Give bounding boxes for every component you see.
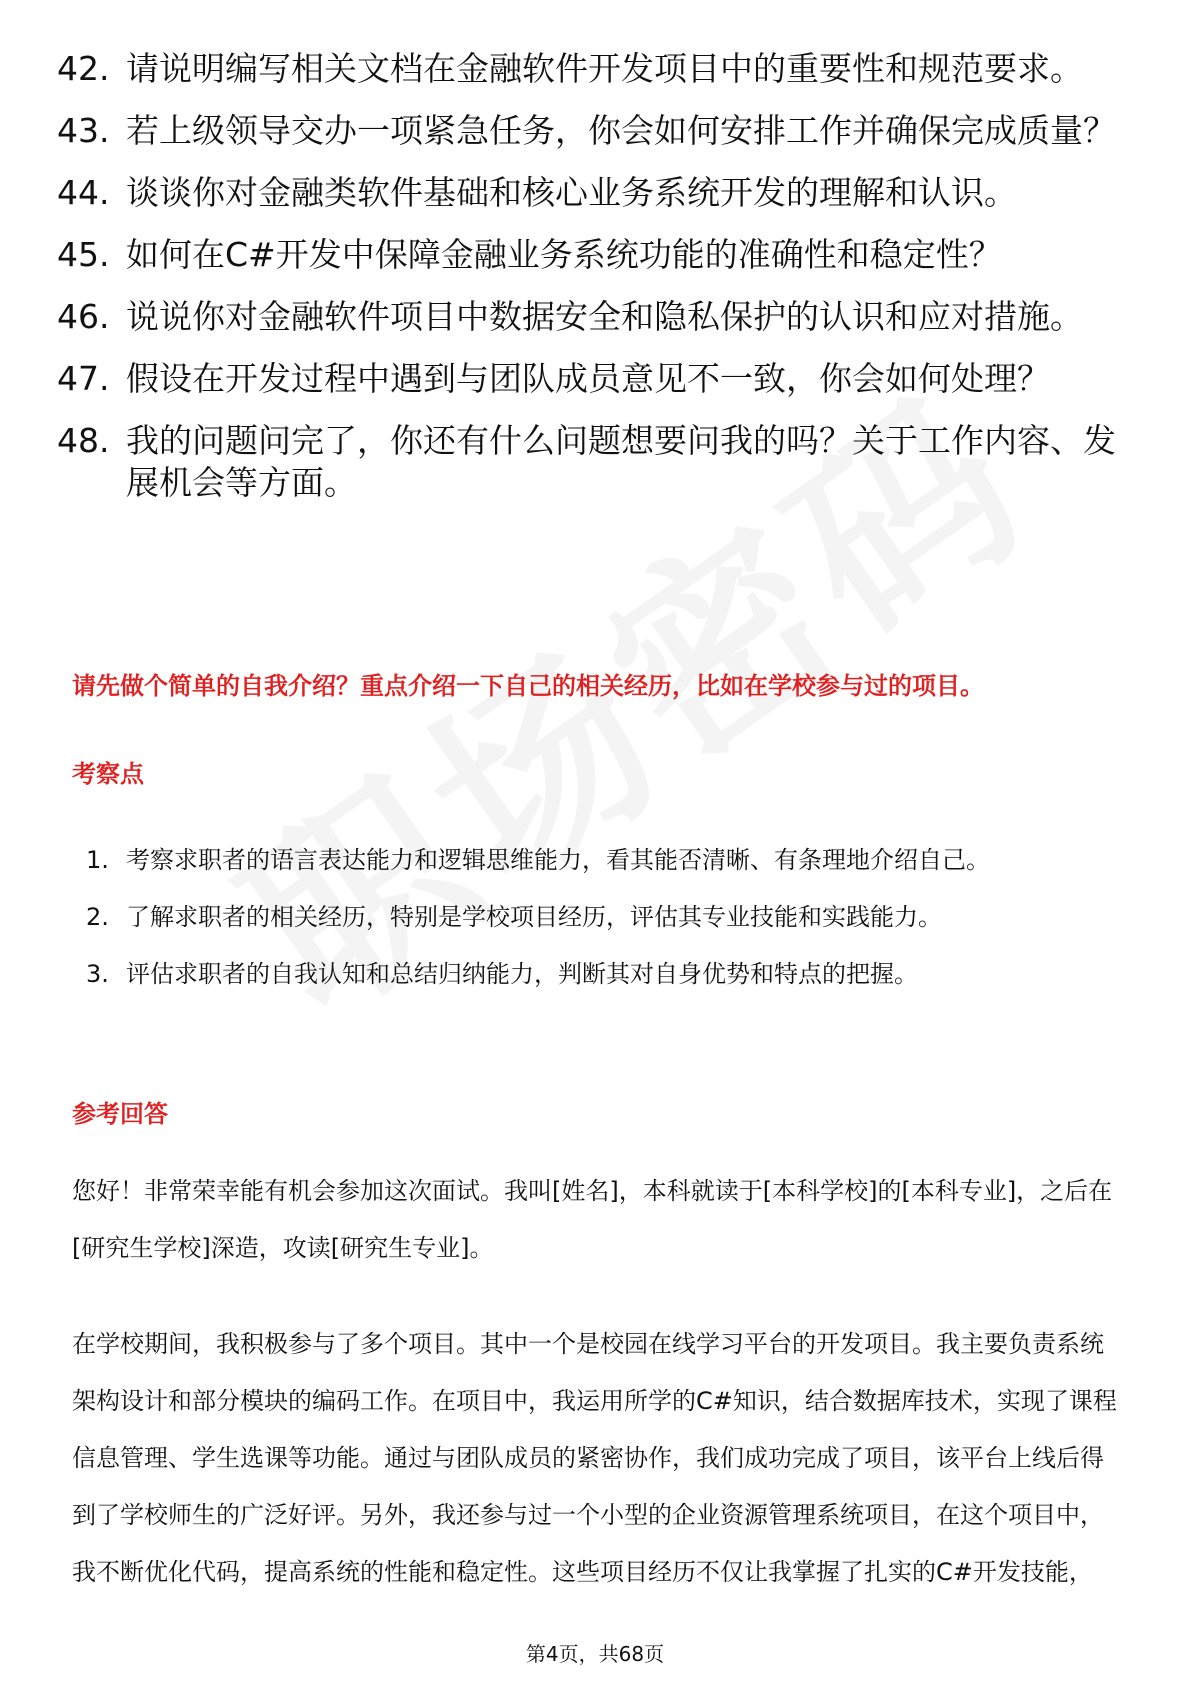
- question-item: [0, 296, 1190, 338]
- question-text: 谈谈你对金融类软件基础和核心业务系统开发的理解和认识。: [126, 173, 1017, 212]
- answer-paragraph: 您好！非常荣幸能有机会参加这次面试。我叫[姓名]，本科就读于[本科学校]的[本科专业]，之后在[研究生学校]深造，攻读[研究生专业]。: [72, 1177, 1113, 1262]
- answer-heading: 参考回答: [72, 1100, 168, 1128]
- answer-paragraph: 在学校期间，我积极参与了多个项目。其中一个是校园在线学习平台的开发项目。我主要负责系统架构设计和部分模块的编码工作。在项目中，我运用所学的C#知识，结合数据库技术，实现了课程信息管理、学生选课等功能。通过与团队成员的紧密协作，我们成功完成了项目，该平台上线后得到了学校师生的广泛好评。另外，我还参与过一个小型的企业资源管理系统项目，在这个项目中，我不断优化代码，提高系统的性能和稳定性。这些项目经历不仅让我掌握了扎实的C#开发技能，: [72, 1330, 1117, 1586]
- question-number: 47.: [57, 359, 110, 398]
- question-text: 请说明编写相关文档在金融软件开发项目中的重要性和规范要求。: [126, 49, 1083, 88]
- question-text: 如何在C#开发中保障金融业务系统功能的准确性和稳定性？: [126, 235, 1002, 274]
- question-number: 48.: [57, 421, 110, 460]
- question-number: 46.: [57, 297, 110, 336]
- point-item: [0, 946, 1190, 1003]
- points-heading: 考察点: [72, 760, 144, 788]
- point-number: 3.: [86, 960, 109, 988]
- question-list: [0, 48, 1190, 524]
- question-text: 说说你对金融软件项目中数据安全和隐私保护的认识和应对措施。: [126, 297, 1083, 336]
- page-footer: 第4页，共68页: [525, 1642, 665, 1666]
- points-list: [0, 832, 1190, 1003]
- point-text: 考察求职者的语言表达能力和逻辑思维能力，看其能否清晰、有条理地介绍自己。: [126, 846, 990, 874]
- question-number: 45.: [57, 235, 110, 274]
- question-item: [0, 172, 1190, 214]
- question-item: [0, 358, 1190, 400]
- question-number: 42.: [57, 49, 110, 88]
- question-item: [0, 234, 1190, 276]
- point-item: [0, 889, 1190, 946]
- point-number: 1.: [86, 846, 109, 874]
- question-item: [0, 110, 1190, 152]
- question-text: 若上级领导交办一项紧急任务，你会如何安排工作并确保完成质量？: [126, 111, 1116, 150]
- question-item: [0, 420, 1190, 504]
- point-item: [0, 832, 1190, 889]
- point-text: 评估求职者的自我认知和总结归纳能力，判断其对自身优势和特点的把握。: [126, 960, 918, 988]
- section-question: 请先做个简单的自我介绍？重点介绍一下自己的相关经历，比如在学校参与过的项目。: [72, 672, 984, 700]
- question-text: 假设在开发过程中遇到与团队成员意见不一致，你会如何处理？: [126, 359, 1050, 398]
- question-item: [0, 48, 1190, 90]
- point-number: 2.: [86, 903, 109, 931]
- point-text: 了解求职者的相关经历，特别是学校项目经历，评估其专业技能和实践能力。: [126, 903, 942, 931]
- question-number: 43.: [57, 111, 110, 150]
- question-number: 44.: [57, 173, 110, 212]
- question-text: 我的问题问完了，你还有什么问题想要问我的吗？关于工作内容、发展机会等方面。: [126, 421, 1116, 502]
